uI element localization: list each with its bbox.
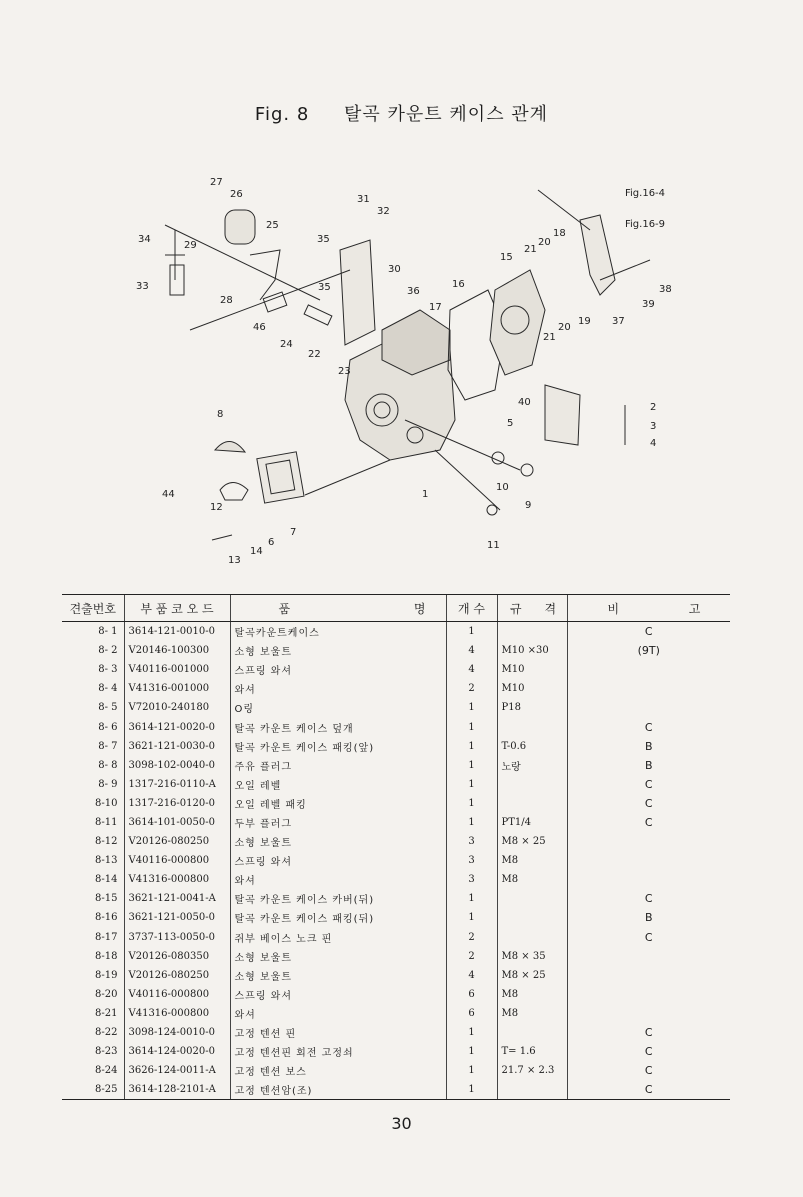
row-remark <box>567 985 730 1004</box>
row-ref-no: 8-21 <box>95 1007 118 1019</box>
callout-32: 32 <box>377 206 390 217</box>
row-part-code: 3614-128-2101-A <box>124 1080 230 1100</box>
row-remark <box>567 1004 730 1023</box>
callout-17: 17 <box>429 302 442 313</box>
table-row <box>62 622 730 642</box>
callout-46: 46 <box>253 322 266 333</box>
row-spec: M8 × 25 <box>497 832 567 851</box>
row-spec <box>497 889 567 908</box>
row-qty: 6 <box>446 1004 497 1023</box>
row-part-name: 와셔 <box>230 679 446 698</box>
row-qty: 3 <box>446 832 497 851</box>
row-part-code: V41316-000800 <box>124 870 230 889</box>
row-remark <box>567 870 730 889</box>
callout-5: 5 <box>507 418 514 429</box>
table-row <box>62 641 730 660</box>
callout-31: 31 <box>357 194 370 205</box>
back-case-cover <box>490 270 545 375</box>
row-ref-no: 8- 1 <box>98 626 118 638</box>
row-spec: PT1/4 <box>497 813 567 832</box>
row-remark <box>567 832 730 851</box>
callout-9: 9 <box>525 500 532 511</box>
row-remark: C <box>567 813 730 832</box>
row-qty: 1 <box>446 794 497 813</box>
row-spec <box>497 908 567 927</box>
row-ref-no: 8-12 <box>95 836 118 848</box>
row-ref-no: 8-18 <box>95 950 118 962</box>
row-ref-no: 8-15 <box>95 893 118 905</box>
row-ref-no: 8-23 <box>95 1046 118 1058</box>
row-part-code: V40116-000800 <box>124 985 230 1004</box>
row-spec: T= 1.6 <box>497 1042 567 1061</box>
table-row <box>62 908 730 927</box>
row-qty: 1 <box>446 813 497 832</box>
row-qty: 1 <box>446 1042 497 1061</box>
row-remark: C <box>567 1080 730 1100</box>
callout-7: 7 <box>290 527 297 538</box>
callout-1: 1 <box>422 489 429 500</box>
row-ref-no: 8- 7 <box>98 740 118 752</box>
row-part-name: 고정 텐션핀 회전 고정쇠 <box>230 1042 446 1061</box>
callout-26: 26 <box>230 189 243 200</box>
row-part-code: 1317-216-0110-A <box>124 775 230 794</box>
row-qty: 6 <box>446 985 497 1004</box>
row-part-name: 와셔 <box>230 870 446 889</box>
callout-2: 2 <box>650 402 657 413</box>
row-qty: 4 <box>446 966 497 985</box>
row-ref-no: 8-10 <box>95 797 118 809</box>
table-row <box>62 679 730 698</box>
callout-21-bottom: 21 <box>543 332 556 343</box>
row-qty: 3 <box>446 870 497 889</box>
row-ref-no: 8-11 <box>95 816 118 828</box>
row-part-code: V20126-080250 <box>124 966 230 985</box>
row-qty: 1 <box>446 1061 497 1080</box>
table-row <box>62 737 730 756</box>
row-part-name: 주유 플러그 <box>230 756 446 775</box>
row-qty: 2 <box>446 928 497 947</box>
row-spec: M8 <box>497 985 567 1004</box>
row-qty: 3 <box>446 851 497 870</box>
header-remark-left: 비 <box>567 595 659 622</box>
row-part-name: 탈곡 카운트 케이스 덮개 <box>230 717 446 736</box>
callout-27: 27 <box>210 177 223 188</box>
row-spec <box>497 775 567 794</box>
callout-3: 3 <box>650 421 657 432</box>
callout-6: 6 <box>268 537 275 548</box>
row-remark: C <box>567 775 730 794</box>
row-part-code: V20126-080250 <box>124 832 230 851</box>
row-remark: B <box>567 908 730 927</box>
callout-11: 11 <box>487 540 500 551</box>
row-part-code: 3614-121-0010-0 <box>124 622 230 642</box>
callout-33: 33 <box>136 281 149 292</box>
table-row <box>62 775 730 794</box>
page-number: 30 <box>391 1114 412 1133</box>
row-spec: M10 <box>497 660 567 679</box>
support-plate <box>545 385 580 445</box>
header-remark-right: 고 <box>659 595 730 622</box>
row-part-name: 오일 레벨 패킹 <box>230 794 446 813</box>
row-part-code: 3614-124-0020-0 <box>124 1042 230 1061</box>
row-spec <box>497 622 567 642</box>
row-part-code: 3098-124-0010-0 <box>124 1023 230 1042</box>
row-part-name: 쥐부 베이스 노크 핀 <box>230 928 446 947</box>
page-title <box>0 100 803 126</box>
row-part-name: 와셔 <box>230 1004 446 1023</box>
row-spec <box>497 1023 567 1042</box>
row-spec <box>497 928 567 947</box>
callout-15: 15 <box>500 252 513 263</box>
row-spec <box>497 1080 567 1100</box>
callout-29: 29 <box>184 240 197 251</box>
row-part-code: 3621-121-0030-0 <box>124 737 230 756</box>
row-spec: M10 ×30 <box>497 641 567 660</box>
row-remark: C <box>567 889 730 908</box>
row-qty: 1 <box>446 1080 497 1100</box>
row-qty: 1 <box>446 775 497 794</box>
row-part-name: 탈곡 카운트 케이스 패킹(뒤) <box>230 908 446 927</box>
row-qty: 4 <box>446 641 497 660</box>
row-part-name: 스프링 와셔 <box>230 660 446 679</box>
row-qty: 1 <box>446 1023 497 1042</box>
callout-20-top: 20 <box>538 237 551 248</box>
row-ref-no: 8-20 <box>95 988 118 1000</box>
callout-40: 40 <box>518 397 531 408</box>
table-row <box>62 756 730 775</box>
callout-14: 14 <box>250 546 263 557</box>
ref-fig-16-4: Fig.16-4 <box>625 188 666 199</box>
table-row <box>62 660 730 679</box>
callout-44: 44 <box>162 489 175 500</box>
row-part-name: 스프링 와셔 <box>230 985 446 1004</box>
row-ref-no: 8- 3 <box>98 664 118 676</box>
callout-28: 28 <box>220 295 233 306</box>
row-part-code: 3621-121-0041-A <box>124 889 230 908</box>
row-spec: M8 <box>497 1004 567 1023</box>
row-part-code: V41316-001000 <box>124 679 230 698</box>
callout-21-top: 21 <box>524 244 537 255</box>
row-part-name: 고정 텐션 핀 <box>230 1023 446 1042</box>
table-row <box>62 698 730 717</box>
row-qty: 1 <box>446 717 497 736</box>
callout-12: 12 <box>210 502 223 513</box>
row-ref-no: 8- 8 <box>98 759 118 771</box>
row-ref-no: 8- 5 <box>98 702 118 714</box>
row-remark <box>567 851 730 870</box>
header-spec-left: 규 <box>497 595 534 622</box>
table-row <box>62 1004 730 1023</box>
callout-36: 36 <box>407 286 420 297</box>
diagram-drawing <box>120 170 680 570</box>
row-qty: 1 <box>446 622 497 642</box>
callout-8: 8 <box>217 409 224 420</box>
callout-22: 22 <box>308 349 321 360</box>
callout-25: 25 <box>266 220 279 231</box>
table-header-row <box>62 595 730 622</box>
row-ref-no: 8-25 <box>62 1080 124 1100</box>
exploded-parts-diagram <box>120 170 680 570</box>
row-spec: M8 <box>497 870 567 889</box>
row-ref-no: 8-24 <box>95 1065 118 1077</box>
row-spec: M10 <box>497 679 567 698</box>
row-remark <box>567 698 730 717</box>
row-ref-no: 8- 2 <box>98 645 118 657</box>
row-spec: M8 <box>497 851 567 870</box>
row-remark <box>567 679 730 698</box>
callout-38: 38 <box>659 284 672 295</box>
table-row <box>62 966 730 985</box>
table-row <box>62 928 730 947</box>
header-ref-no: 견출번호 <box>62 595 124 622</box>
row-part-name: 고정 텐션 보스 <box>230 1061 446 1080</box>
rear-cover <box>340 240 375 345</box>
row-part-name: 오일 레벨 <box>230 775 446 794</box>
callout-37: 37 <box>612 316 625 327</box>
row-remark: (9T) <box>567 641 730 660</box>
callout-34: 34 <box>138 234 151 245</box>
row-part-code: 3614-101-0050-0 <box>124 813 230 832</box>
row-qty: 1 <box>446 756 497 775</box>
row-spec: M8 × 35 <box>497 947 567 966</box>
row-part-name: 탈곡카운트케이스 <box>230 622 446 642</box>
row-spec: M8 × 25 <box>497 966 567 985</box>
row-qty: 1 <box>446 889 497 908</box>
row-spec: T-0.6 <box>497 737 567 756</box>
callout-39: 39 <box>642 299 655 310</box>
row-ref-no: 8-22 <box>95 1027 118 1039</box>
row-spec: 노랑 <box>497 756 567 775</box>
header-name-left: 품 <box>230 595 338 622</box>
table-row <box>62 947 730 966</box>
row-qty: 2 <box>446 947 497 966</box>
row-remark: C <box>567 1023 730 1042</box>
table-row <box>62 813 730 832</box>
row-spec: 21.7 × 2.3 <box>497 1061 567 1080</box>
row-part-name: 소형 보울트 <box>230 947 446 966</box>
row-remark: B <box>567 737 730 756</box>
header-spec-right: 격 <box>534 595 567 622</box>
row-part-code: V40116-001000 <box>124 660 230 679</box>
row-ref-no: 8-19 <box>95 969 118 981</box>
row-part-name: 탈곡 카운트 케이스 카버(뒤) <box>230 889 446 908</box>
parts-list-table <box>62 594 730 1100</box>
row-part-code: 3614-121-0020-0 <box>124 717 230 736</box>
row-part-code: V41316-000800 <box>124 1004 230 1023</box>
header-name-right: 명 <box>338 595 446 622</box>
table-row <box>62 794 730 813</box>
callout-30: 30 <box>388 264 401 275</box>
callout-10: 10 <box>496 482 509 493</box>
filler-plug <box>215 441 245 452</box>
row-part-name: 두부 플러그 <box>230 813 446 832</box>
row-part-code: V40116-000800 <box>124 851 230 870</box>
row-remark: C <box>567 1061 730 1080</box>
table-row <box>62 1023 730 1042</box>
row-remark: B <box>567 756 730 775</box>
row-remark <box>567 966 730 985</box>
figure-number: Fig. 8 <box>254 104 310 125</box>
row-spec: P18 <box>497 698 567 717</box>
row-part-code: 3621-121-0050-0 <box>124 908 230 927</box>
row-part-name: 소형 보울트 <box>230 966 446 985</box>
row-ref-no: 8- 6 <box>98 721 118 733</box>
row-remark: C <box>567 1042 730 1061</box>
callout-35-top: 35 <box>317 234 330 245</box>
callout-16: 16 <box>452 279 465 290</box>
row-part-name: O링 <box>230 698 446 717</box>
row-remark: C <box>567 717 730 736</box>
row-qty: 1 <box>446 737 497 756</box>
row-part-name: 스프링 와셔 <box>230 851 446 870</box>
row-part-name: 탈곡 카운트 케이스 패킹(앞) <box>230 737 446 756</box>
row-qty: 1 <box>446 908 497 927</box>
header-qty: 개 수 <box>446 595 497 622</box>
row-part-code: V20126-080350 <box>124 947 230 966</box>
row-ref-no: 8-14 <box>95 874 118 886</box>
row-remark <box>567 660 730 679</box>
callout-13: 13 <box>228 555 241 566</box>
row-part-code: 3626-124-0011-A <box>124 1061 230 1080</box>
row-spec <box>497 794 567 813</box>
row-remark <box>567 947 730 966</box>
callout-23: 23 <box>338 366 351 377</box>
row-remark: C <box>567 928 730 947</box>
row-part-name: 소형 보울트 <box>230 832 446 851</box>
callout-35-bottom: 35 <box>318 282 331 293</box>
row-ref-no: 8- 4 <box>98 683 118 695</box>
table-row <box>62 985 730 1004</box>
row-ref-no: 8-16 <box>95 912 118 924</box>
row-part-code: 3098-102-0040-0 <box>124 756 230 775</box>
row-part-name: 소형 보울트 <box>230 641 446 660</box>
table-row <box>62 1061 730 1080</box>
row-qty: 1 <box>446 698 497 717</box>
figure-title: 탈곡 카운트 케이스 관계 <box>344 104 549 125</box>
callout-18: 18 <box>553 228 566 239</box>
table-row <box>62 717 730 736</box>
callout-20-bottom: 20 <box>558 322 571 333</box>
row-spec <box>497 717 567 736</box>
callout-19: 19 <box>578 316 591 327</box>
row-ref-no: 8-13 <box>95 855 118 867</box>
row-qty: 2 <box>446 679 497 698</box>
callout-4: 4 <box>650 438 657 449</box>
row-qty: 4 <box>446 660 497 679</box>
row-part-code: V72010-240180 <box>124 698 230 717</box>
row-part-code: 1317-216-0120-0 <box>124 794 230 813</box>
tension-arm <box>580 215 615 295</box>
ref-fig-16-9: Fig.16-9 <box>625 219 666 230</box>
row-ref-no: 8-17 <box>95 931 118 943</box>
table-row <box>62 870 730 889</box>
row-remark: C <box>567 622 730 642</box>
row-part-name: 고정 텐션암(조) <box>230 1080 446 1100</box>
row-ref-no: 8- 9 <box>98 778 118 790</box>
table-row <box>62 1080 730 1100</box>
table-row <box>62 889 730 908</box>
row-part-code: V20146-100300 <box>124 641 230 660</box>
row-remark: C <box>567 794 730 813</box>
callout-24: 24 <box>280 339 293 350</box>
row-part-code: 3737-113-0050-0 <box>124 928 230 947</box>
header-part-code: 부 품 코 오 드 <box>124 595 230 622</box>
table-row <box>62 832 730 851</box>
table-row <box>62 851 730 870</box>
table-row <box>62 1042 730 1061</box>
